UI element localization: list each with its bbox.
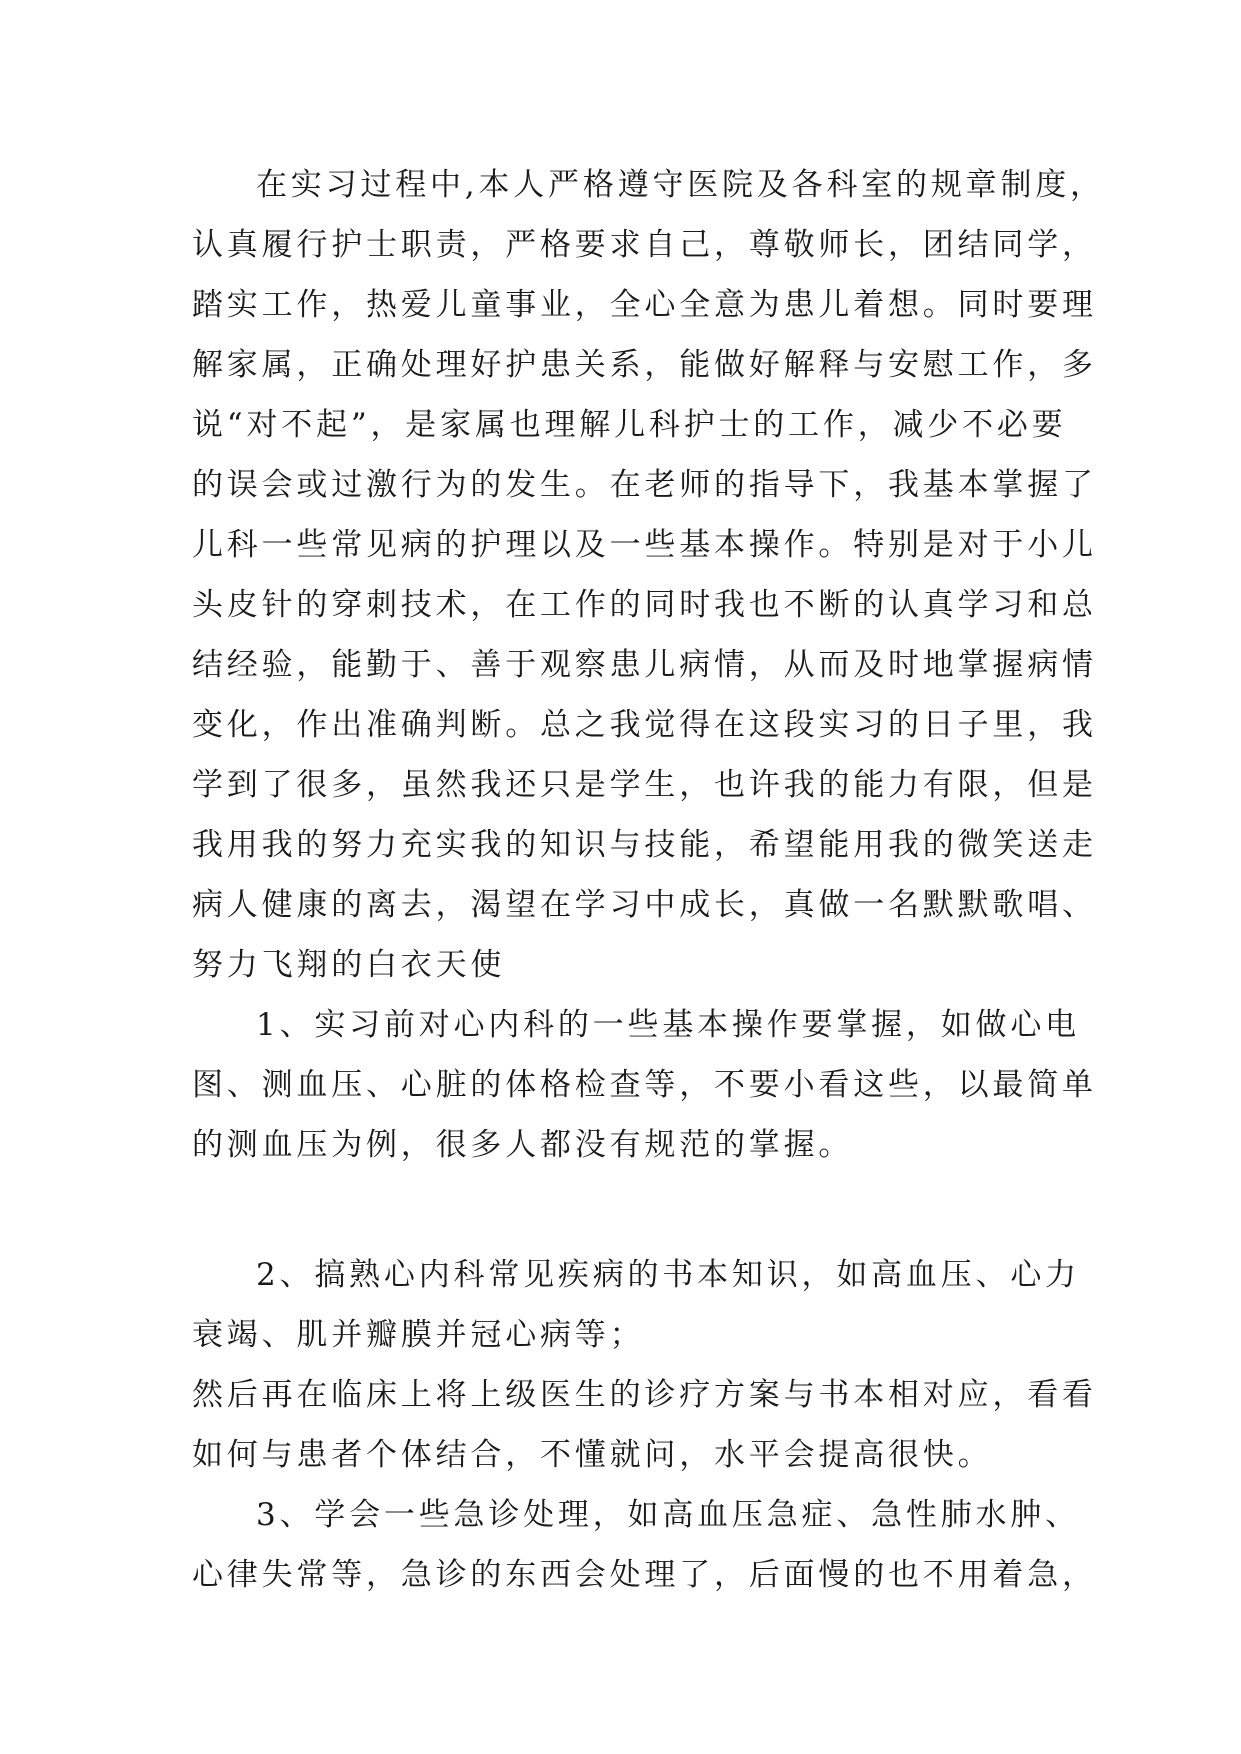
text-line: 心律失常等，急诊的东西会处理了，后面慢的也不用着急， bbox=[192, 1557, 1097, 1593]
text-line: 图、测血压、心脏的体格检查等，不要小看这些，以最简单 bbox=[192, 1067, 1097, 1103]
text-line: 在实习过程中,本人严格遵守医院及各科室的规章制度， bbox=[256, 167, 1105, 203]
text-line: 变化，作出准确判断。总之我觉得在这段实习的日子里，我 bbox=[192, 707, 1097, 743]
text-line: 3、学会一些急诊处理，如高血压急症、急性肺水肿、 bbox=[256, 1497, 1080, 1533]
text-line: 病人健康的离去，渴望在学习中成长，真做一名默默歌唱、 bbox=[192, 887, 1097, 923]
text-line: 我用我的努力充实我的知识与技能，希望能用我的微笑送走 bbox=[192, 827, 1097, 863]
text-line: 的误会或过激行为的发生。在老师的指导下，我基本掌握了 bbox=[192, 467, 1097, 503]
text-line: 认真履行护士职责，严格要求自己，尊敬师长，团结同学， bbox=[192, 227, 1097, 263]
text-line: 1、实习前对心内科的一些基本操作要掌握，如做心电 bbox=[256, 1007, 1080, 1043]
text-line: 如何与患者个体结合，不懂就问，水平会提高很快。 bbox=[192, 1437, 993, 1473]
text-line: 的测血压为例，很多人都没有规范的掌握。 bbox=[192, 1127, 854, 1163]
text-line: 2、搞熟心内科常见疾病的书本知识，如高血压、心力 bbox=[256, 1257, 1080, 1293]
text-line: 儿科一些常见病的护理以及一些基本操作。特别是对于小儿 bbox=[192, 527, 1097, 563]
text-line: 努力飞翔的白衣天使 bbox=[192, 947, 506, 983]
text-line: 学到了很多，虽然我还只是学生，也许我的能力有限，但是 bbox=[192, 767, 1097, 803]
text-line: 踏实工作，热爱儿童事业，全心全意为患儿着想。同时要理 bbox=[192, 287, 1097, 323]
text-line: 然后再在临床上将上级医生的诊疗方案与书本相对应，看看 bbox=[192, 1377, 1097, 1413]
text-line: 说“对不起”，是家属也理解儿科护士的工作，减少不必要 bbox=[192, 407, 1067, 443]
text-line: 头皮针的穿刺技术，在工作的同时我也不断的认真学习和总 bbox=[192, 587, 1097, 623]
text-line: 解家属，正确处理好护患关系，能做好解释与安慰工作，多 bbox=[192, 347, 1097, 383]
text-line: 结经验，能勤于、善于观察患儿病情，从而及时地掌握病情 bbox=[192, 647, 1097, 683]
text-line: 衰竭、肌并瓣膜并冠心病等； bbox=[192, 1317, 645, 1353]
